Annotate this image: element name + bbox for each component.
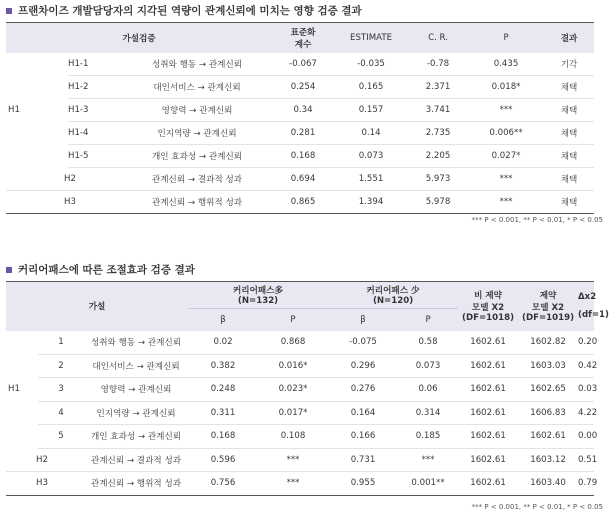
path-cell: 영향력 → 관계신뢰 [122,99,272,122]
header-std-coef [272,23,334,53]
path-cell: 성취와 행동 → 관계신뢰 [84,331,188,355]
header-cr: C. R. [408,23,468,53]
std-coef-cell: 0.34 [272,99,334,122]
header-p-many: P [258,309,328,331]
hypothesis-id: H1-3 [68,99,122,122]
p-cell: 0.435 [468,53,544,76]
table2-title [6,262,195,277]
table2-title-text: 커리어패스에 따른 조절효과 검증 결과 [18,264,195,276]
p-many-cell: 0.108 [258,425,328,449]
bullet-square-icon [6,267,12,273]
beta-many-cell: 0.756 [188,472,258,496]
table-row [6,76,594,99]
header-hypothesis: 가설 [6,282,188,331]
p-cell: 0.006** [468,122,544,145]
table1-title-text: 프랜차이즈 개발담당자의 지각된 역량이 관계신뢰에 미치는 영향 검증 결과 [18,5,362,17]
table-row [6,191,594,214]
constrained-model-cell: 1603.40 [518,472,578,496]
estimate-cell: 1.394 [334,191,408,214]
beta-few-cell: 0.166 [328,425,398,449]
p-few-cell: 0.58 [398,331,458,355]
hypothesis-id: H1-2 [68,76,122,99]
beta-many-cell: 0.248 [188,378,258,402]
table2-significance-note: *** P < 0.001, ** P < 0.01, * P < 0.05 [471,503,603,511]
path-cell: 인지역량 → 관계신뢰 [122,122,272,145]
header-beta-few: β [328,309,398,331]
effect-verification-table [6,22,594,214]
table1-title [6,3,362,18]
p-few-cell: 0.185 [398,425,458,449]
estimate-cell: 0.165 [334,76,408,99]
header-career-many-line1: 커리어패스多 [232,286,284,296]
beta-few-cell: 0.296 [328,354,398,378]
path-cell: 개인 효과성 → 관계신뢰 [122,145,272,168]
path-cell: 영향력 → 관계신뢰 [84,378,188,402]
constrained-model-cell: 1603.03 [518,354,578,378]
cr-cell: 5.973 [408,168,468,191]
free-model-cell: 1602.61 [458,425,518,449]
std-coef-cell: -0.067 [272,53,334,76]
beta-few-cell: 0.955 [328,472,398,496]
cr-cell: 5.978 [408,191,468,214]
p-cell: *** [468,168,544,191]
table-row [6,354,594,378]
moderation-effect-table [6,281,609,496]
beta-many-cell: 0.382 [188,354,258,378]
hypothesis-id: H1-5 [68,145,122,168]
std-coef-cell: 0.281 [272,122,334,145]
header-constrained-line1: 제약 [539,291,557,302]
hypothesis-id: H1-1 [68,53,122,76]
group-label: H1 [8,105,20,115]
hypothesis-id: H3 [6,191,122,214]
header-free-line2: 모델 X2 [471,303,505,314]
p-many-cell: 0.016* [258,354,328,378]
hypothesis-id: 1 [38,331,84,355]
delta-chi2-cell: 0.79 [578,472,594,496]
constrained-model-cell: 1602.65 [518,378,578,402]
path-cell: 개인 효과성 → 관계신뢰 [84,425,188,449]
table-row [6,331,594,355]
table-row [6,53,594,76]
beta-many-cell: 0.168 [188,425,258,449]
table-row [6,168,594,191]
p-few-cell: 0.06 [398,378,458,402]
p-few-cell: 0.073 [398,354,458,378]
bullet-square-icon [6,8,12,14]
hypothesis-id: H2 [6,448,84,472]
free-model-cell: 1602.61 [458,401,518,425]
header-career-many [188,282,328,309]
free-model-cell: 1602.61 [458,331,518,355]
result-cell: 채택 [544,76,594,99]
header-career-many-line2: (N=132) [237,296,279,306]
header-free-line3: (DF=1018) [462,313,515,324]
header-std-coef-line1: 표준화 [290,27,316,38]
free-model-cell: 1602.61 [458,472,518,496]
beta-few-cell: 0.276 [328,378,398,402]
header-beta-many: β [188,309,258,331]
beta-many-cell: 0.311 [188,401,258,425]
header-career-few-line1: 커리어패스 少 [366,286,420,296]
header-career-few [328,282,458,309]
constrained-model-cell: 1606.83 [518,401,578,425]
std-coef-cell: 0.254 [272,76,334,99]
table-row [6,99,594,122]
p-cell: 0.027* [468,145,544,168]
result-cell: 기각 [544,53,594,76]
table-row [6,122,594,145]
delta-chi2-cell: 0.03 [578,378,594,402]
path-cell: 관계신뢰 → 결과적 성과 [84,448,188,472]
path-cell: 대인서비스 → 관계신뢰 [122,76,272,99]
table1-significance-note: *** P < 0.001, ** P < 0.01, * P < 0.05 [471,216,603,224]
beta-few-cell: -0.075 [328,331,398,355]
hypothesis-id: 2 [38,354,84,378]
path-cell: 대인서비스 → 관계신뢰 [84,354,188,378]
hypothesis-id: 4 [38,401,84,425]
p-many-cell: 0.017* [258,401,328,425]
cr-cell: 2.205 [408,145,468,168]
p-few-cell: 0.314 [398,401,458,425]
header-constrained-line2: 모델 X2 [531,303,565,314]
header-delta-line1: Δx2 [578,292,597,303]
p-many-cell: *** [258,472,328,496]
estimate-cell: -0.035 [334,53,408,76]
constrained-model-cell: 1602.82 [518,331,578,355]
table-row [6,145,594,168]
table-row [6,448,594,472]
estimate-cell: 0.157 [334,99,408,122]
header-p-few: P [398,309,458,331]
delta-chi2-cell: 4.22 [578,401,594,425]
p-cell: 0.018* [468,76,544,99]
delta-chi2-cell: 0.00 [578,425,594,449]
table-row [6,472,594,496]
p-cell: *** [468,99,544,122]
hypothesis-id: 5 [38,425,84,449]
p-many-cell: 0.023* [258,378,328,402]
free-model-cell: 1602.61 [458,378,518,402]
result-cell: 채택 [544,145,594,168]
beta-few-cell: 0.731 [328,448,398,472]
path-cell: 성취와 행동 → 관계신뢰 [122,53,272,76]
header-free-model [458,282,518,331]
header-delta-line2: (df=1) [578,310,609,321]
p-few-cell: *** [398,448,458,472]
std-coef-cell: 0.865 [272,191,334,214]
header-career-few-line2: (N=120) [372,296,414,306]
constrained-model-cell: 1602.61 [518,425,578,449]
p-many-cell: 0.868 [258,331,328,355]
header-constrained-model [518,282,578,331]
result-cell: 채택 [544,122,594,145]
header-hypothesis: 가설검증 [6,23,272,53]
estimate-cell: 0.14 [334,122,408,145]
table1-header-row [6,23,594,53]
hypothesis-id: H1-4 [68,122,122,145]
path-cell: 관계신뢰 → 행위적 성과 [84,472,188,496]
header-std-coef-line2: 계수 [294,39,312,50]
table-row [6,425,594,449]
estimate-cell: 1.551 [334,168,408,191]
result-cell: 채택 [544,191,594,214]
header-constrained-line3: (DF=1019) [522,313,575,324]
free-model-cell: 1602.61 [458,448,518,472]
header-delta-chi2 [578,282,609,331]
estimate-cell: 0.073 [334,145,408,168]
path-cell: 관계신뢰 → 결과적 성과 [122,168,272,191]
p-many-cell: *** [258,448,328,472]
beta-many-cell: 0.596 [188,448,258,472]
cr-cell: 2.371 [408,76,468,99]
beta-many-cell: 0.02 [188,331,258,355]
constrained-model-cell: 1603.12 [518,448,578,472]
table-row [6,378,594,402]
group-label: H1 [8,384,20,395]
std-coef-cell: 0.168 [272,145,334,168]
delta-chi2-cell: 0.51 [578,448,594,472]
result-cell: 채택 [544,99,594,122]
result-cell: 채택 [544,168,594,191]
table2-header-row [6,282,594,309]
header-result: 결과 [544,23,594,53]
delta-chi2-cell: 0.20 [578,331,594,355]
free-model-cell: 1602.61 [458,354,518,378]
p-few-cell: 0.001** [398,472,458,496]
header-free-line1: 비 제약 [474,291,502,302]
hypothesis-id: H3 [6,472,84,496]
hypothesis-id: 3 [38,378,84,402]
header-estimate: ESTIMATE [334,23,408,53]
cr-cell: 2.735 [408,122,468,145]
std-coef-cell: 0.694 [272,168,334,191]
cr-cell: -0.78 [408,53,468,76]
cr-cell: 3.741 [408,99,468,122]
header-p: P [468,23,544,53]
path-cell: 관계신뢰 → 행위적 성과 [122,191,272,214]
table-row [6,401,594,425]
p-cell: *** [468,191,544,214]
path-cell: 인지역량 → 관계신뢰 [84,401,188,425]
beta-few-cell: 0.164 [328,401,398,425]
hypothesis-id: H2 [6,168,122,191]
delta-chi2-cell: 0.42 [578,354,594,378]
